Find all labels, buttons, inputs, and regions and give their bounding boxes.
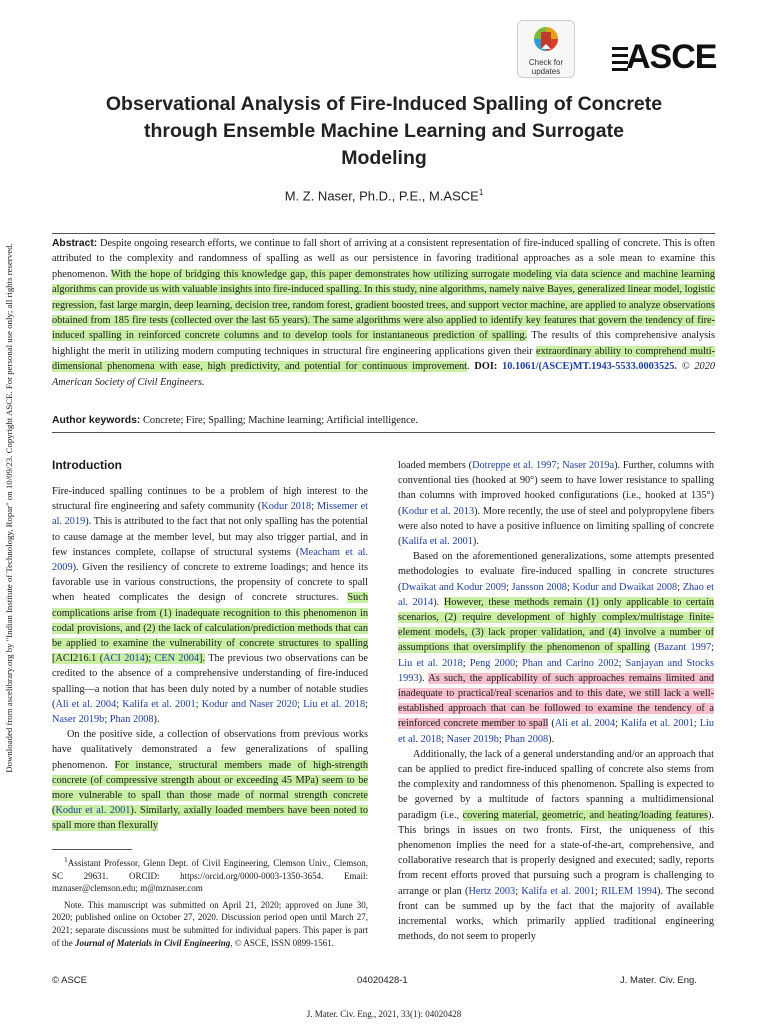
check-for-updates-badge[interactable] [517, 20, 575, 78]
citation-link[interactable]: Naser 2019a [562, 460, 615, 471]
text-segment: loaded members ( [398, 460, 473, 471]
abstract-highlight-1: With the hope of bridging this knowledge gap, this paper demonstrates how utilizing surrogate modeling via data science and machine learning algorithms can provide us with valuable insights into fire-induced spalling. In this study, nine algorithms, namely naive Bayes, generalized linear model, logistic regression, fast large margin, deep learning, decision tree, random forest, gradient boosted trees, and support vector machine, are applied to analyze observations obtained from 185 fire tests (collected over the last 65 years). The same algorithms were also applied to identify key features that govern the tendency of fire-induced spalling in reinforced concrete columns and to develop tools for instantaneous prediction of spalling. [52, 268, 715, 342]
asce-logo-text: ASCE [626, 38, 717, 76]
text-segment: ; [116, 698, 123, 710]
text-segment: On the positive side, a collection of observations from previous works have qualitatively demonstrated a few generalizations of spalling phenomenon. [52, 729, 368, 771]
citation-link[interactable]: CEN 2004 [154, 653, 200, 665]
footer-left: © ASCE [52, 975, 87, 986]
footnote-rule [52, 849, 132, 850]
footnote-note-text-a: Note. This manuscript was submitted on April 21, 2020; approved on June 30, 2020; published online on October 27, 2020. Discussion period open until March 27, 2021; separate discussions must be submitted for individual papers. This paper is part of the [52, 899, 368, 948]
text-segment: ; [711, 642, 714, 654]
text-segment: Such complications arise from (1) inadequate recognition to this phenomenon in codal provisions, and (2) the lack of calculation/prediction methods that can be applied to examine the vulnerability of concrete structures to spalling [ACI216.1 ( [52, 592, 368, 665]
intro-paragraph-1 [52, 484, 368, 727]
text-segment: ). This is attributed to the fact that not only spalling has the potential to cause damage at the member level, but may also trigger partial, and in few instances complete, collapse of structural systems ( [52, 516, 368, 558]
citation-link[interactable]: Dotreppe et al. 1997 [472, 460, 557, 471]
abstract-highlight-2: extraordinary ability to comprehend multi-dimensional phenomena with ease, high predictivity, and potential for continuous improvement [52, 345, 715, 373]
text-segment: The previous two observations can be credited to the absence of a comprehensive understanding of fire-induced spalling—a notion that has been duly noted by a number of notable studies ( [52, 653, 368, 710]
text-segment: ; [441, 733, 447, 745]
paper-title: Observational Analysis of Fire-Induced Spalling of Concrete through Ensemble Machine Learning and Surrogate Modeling [105, 93, 663, 169]
citation-link[interactable]: ACI 2014 [103, 653, 145, 665]
text-segment: ; [311, 501, 318, 513]
asce-logo [612, 38, 720, 80]
citation-link[interactable]: Kodur et al. 2001 [55, 805, 131, 817]
text-segment: ); [144, 653, 155, 665]
text-segment: As such, the applicability of such approaches remains limited and inadequate to practical/real scenarios and to this date, we still lack a well-established approach that can be followed to examine the tendency of a reinforced concrete member to spall [398, 672, 714, 730]
text-segment: ). Similarly, axially loaded members have been noted to spall more than flexurally [52, 805, 368, 832]
abstract [52, 236, 715, 390]
download-note: Downloaded from ascelibrary.org by "Indian Institute of Technology, Ropar" on 10/09/23. Copyright ASCE. For personal use only; all rights reserved. [4, 243, 14, 773]
citation-link[interactable]: Kalifa et al. 2001 [521, 885, 595, 897]
check-updates-label: Check for updates [528, 58, 564, 76]
footnote-affiliation [52, 854, 368, 895]
citation-link[interactable]: Naser 2019b [446, 733, 499, 745]
text-segment: ; [515, 657, 523, 669]
intro-paragraph-4 [398, 549, 714, 747]
footnote-mark: 1 [64, 855, 68, 864]
citation-link[interactable]: Kodur 2018 [261, 501, 312, 513]
keywords-bottom-rule [52, 432, 715, 433]
author-name: M. Z. Naser, Ph.D., P.E., M.ASCE [284, 188, 479, 204]
keywords-text: Concrete; Fire; Spalling; Machine learning; Artificial intelligence. [140, 415, 418, 426]
author-affiliation-mark: 1 [478, 188, 484, 197]
text-segment: ; [462, 657, 470, 669]
footnote-affiliation-text: Assistant Professor, Glenn Dept. of Civil Engineering, Clemson Univ., Clemson, SC 29631. ORCID: https://orcid.org/0000-0003-1350-3654. Email: mznaser@clemson.edu; m@mznaser.com [52, 858, 368, 894]
text-segment: ). More recently, the use of steel and polypropylene fibers were also noted to have a positive influence on limiting spalling of concrete ( [398, 505, 714, 548]
text-segment: ; [506, 581, 512, 593]
left-column [52, 458, 368, 834]
text-segment: ). [153, 714, 160, 726]
citation-link[interactable]: Peng 2000 [469, 657, 516, 669]
text-segment: ). Given the resiliency of concrete to extreme loadings; and hence its favorable use in various constructions, the propensity of concrete to spall when heated complicates the design of concrete structures. [52, 562, 368, 604]
citation-link[interactable]: Dwaikat and Kodur 2009 [401, 581, 507, 593]
footer-journal: J. Mater. Civ. Eng. [620, 975, 697, 986]
citation-link[interactable]: Kodur and Dwaikat 2008 [572, 581, 678, 593]
section-heading-introduction: Introduction [52, 458, 122, 472]
citation-link[interactable]: Hertz 2003 [468, 885, 516, 897]
citation-link[interactable]: Missemer et al. 2019 [52, 501, 369, 528]
text-segment: ). [472, 536, 479, 548]
citation-link[interactable]: Zhao et al. 2014 [398, 581, 714, 608]
citation-link[interactable]: Liu et al. 2018 [303, 698, 366, 710]
text-segment: ]. [199, 653, 206, 665]
text-segment: Based on the aforementioned generalizations, some attempts presented methodologies to evaluate fire-induced spalling in concrete structures ( [398, 551, 714, 593]
doi-label: DOI: [474, 361, 498, 373]
citation-link[interactable]: Bazant 1997 [657, 642, 712, 654]
footnote-note [52, 899, 368, 949]
citation-link[interactable]: Kalifa et al. 2001 [401, 536, 473, 548]
intro-paragraph-2 [52, 727, 368, 833]
citation-link[interactable]: Liu et al. 2018 [398, 718, 714, 745]
citation-link[interactable]: Sanjayan and Stocks 1993 [398, 657, 715, 684]
text-segment: ). This brings in issues on two fronts. First, the uniqueness of this phenomenon implies the need for a state-of-the-art, comprehensive, and collaborative research that is properly designed and executed; sadly, reports from recent efforts proved that pursuing such a program is challenging to arrange or plan ( [398, 809, 714, 897]
text-segment: Additionally, the lack of a general understanding and/or an approach that can be applied to predict fire-induced spalling of concrete also stems from the complexity and randomness of this phenomenon. Spalling is expected to be governed by a multitude of factors spanning a multidimensional paradigm (i.e., [398, 748, 714, 821]
citation-link[interactable]: Kodur et al. 2013 [401, 505, 475, 517]
abstract-text-3: . [467, 361, 475, 373]
citation-link[interactable]: Jansson 2008 [511, 581, 567, 593]
citation-link[interactable]: Liu et al. 2018 [398, 657, 463, 669]
text-segment: ). [418, 672, 429, 684]
journal-name: Journal of Materials in Civil Engineering [75, 937, 231, 948]
abstract-text-2: The results of this comprehensive analysis highlight the merit in utilizing modern computing techniques in structural fire engineering applications given their [52, 330, 715, 357]
abstract-label: Abstract: [52, 238, 98, 249]
doi-link[interactable]: 10.1061/(ASCE)MT.1943-5533.0003525. [502, 361, 677, 373]
text-segment: ; [615, 718, 621, 730]
citation-link[interactable]: Kalifa et al. 2001 [620, 718, 694, 730]
citation-link[interactable]: Naser 2019b [52, 714, 105, 726]
citation-link[interactable]: Phan and Carino 2002 [522, 657, 619, 669]
text-segment: ( [548, 718, 555, 730]
text-segment: ; [677, 581, 683, 593]
citation-link[interactable]: Kalifa et al. 2001 [122, 698, 196, 710]
text-segment: ; [566, 581, 573, 593]
text-segment: ). [433, 596, 444, 608]
text-segment: ; [618, 657, 626, 669]
text-segment: ; [104, 714, 110, 726]
keywords-label: Author keywords: [52, 415, 141, 426]
citation-link[interactable]: Phan 2008 [109, 714, 154, 726]
right-column [398, 458, 714, 945]
text-segment: For instance, structural members made of high-strength concrete (of compressive strength about or exceeding 45 MPa) seem to be more vulnerable to spall than those made of normal strength concrete ( [52, 759, 368, 817]
download-sidebar [2, 188, 16, 828]
check-updates-icon [533, 26, 559, 56]
citation-link[interactable]: Ali et al. 2004 [55, 698, 117, 710]
footer-page-number: 04020428-1 [357, 975, 408, 986]
author-keywords [52, 414, 715, 428]
footnotes [52, 854, 368, 953]
text-segment: ( [649, 642, 658, 654]
text-segment: ). [548, 733, 555, 745]
abstract-copyright: © 2020 American Society of Civil Engineers. [52, 361, 715, 388]
abstract-text-1: Despite ongoing research efforts, we continue to fall short of arriving at a consistent representation of fire-induced spalling of concrete. This is often attributed to the complexity and randomness of spalling as well as our persistence in favoring traditional approaches as a sole mean to examine this phenomenon. [52, 238, 715, 280]
text-segment: ; [693, 718, 700, 730]
text-segment: ; [195, 698, 202, 710]
author-line [150, 188, 618, 203]
text-segment: ; [556, 460, 563, 471]
abstract-top-rule [52, 233, 715, 234]
text-segment: ; [594, 885, 602, 897]
text-segment: ; [515, 885, 522, 897]
text-segment: ). Further, columns with conventional ties (hooked at 90°) seem to have lower resistance to spalling than columns with improved hooked configurations (i.e., hooked at 135°) ( [398, 460, 714, 517]
citation-link[interactable]: Kodur and Naser 2020 [201, 698, 298, 710]
text-segment: covering material, geometric, and heating/loading features [462, 809, 708, 821]
footnote-note-text-b: , © ASCE, ISSN 0899-1561. [230, 937, 334, 948]
citation-link[interactable]: Meacham et al. 2009 [52, 546, 368, 574]
citation-link[interactable]: Phan 2008 [504, 733, 549, 745]
text-segment: Fire-induced spalling continues to be a problem of high interest to the structural fire engineering and safety community ( [52, 486, 368, 513]
text-segment: ; [365, 698, 368, 710]
intro-paragraph-3 [398, 458, 714, 549]
citation-link[interactable]: Ali et al. 2004 [554, 718, 616, 730]
text-segment: ; [498, 733, 505, 745]
intro-paragraph-5 [398, 747, 714, 945]
citation-link[interactable]: RILEM 1994 [601, 885, 658, 897]
text-segment: However, these methods remain (1) only applicable to certain scenarios, (2) require development of highly complex/multistage finite-element models, (3) lack proper validation, and (4) involve a number of assumptions that oversimplify the phenomenon of spalling [398, 596, 714, 654]
text-segment: ; [297, 698, 304, 710]
citation-line: J. Mater. Civ. Eng., 2021, 33(1): 04020428 [306, 1009, 462, 1019]
text-segment: ). The second front can be summed up by the fact that the majority of available incremental works, which primarily applied traditional engineering methods, do not seem to properly [398, 885, 715, 943]
